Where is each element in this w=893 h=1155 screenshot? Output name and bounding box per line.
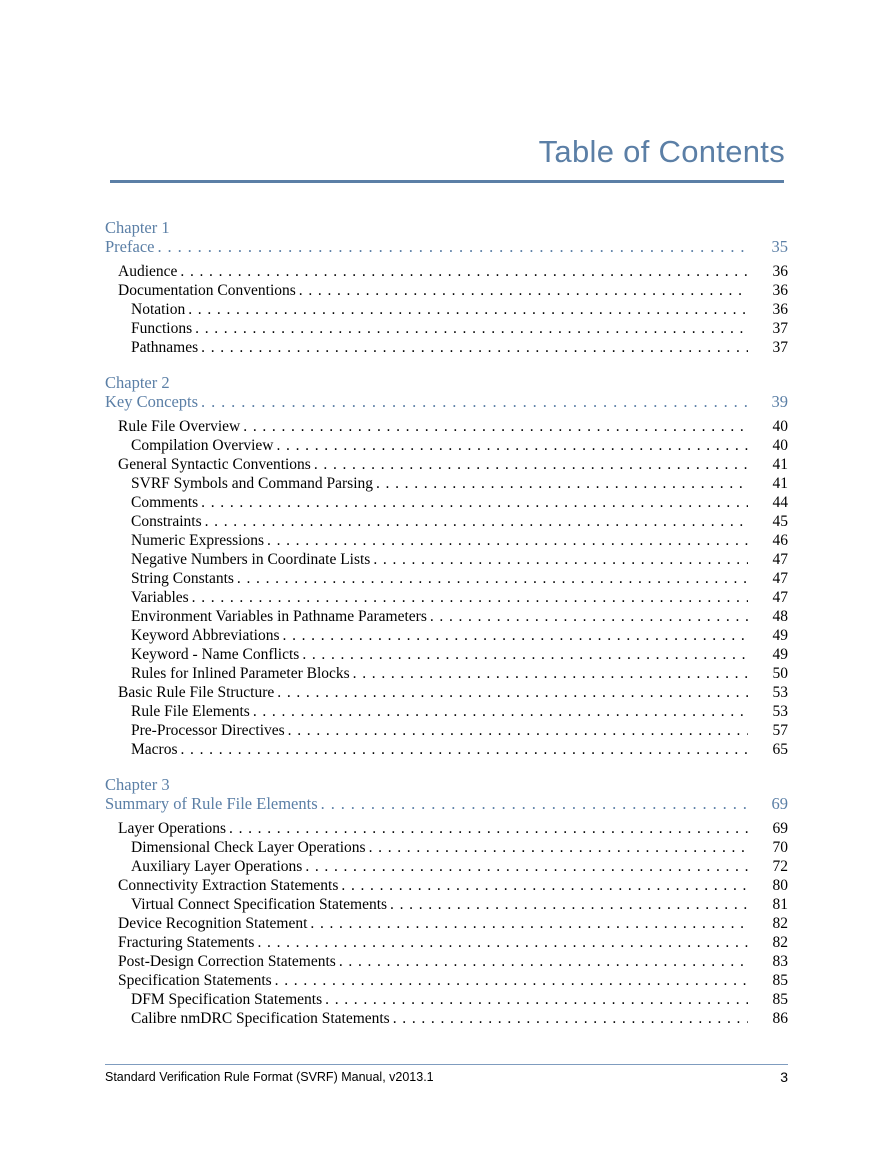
- dot-leader: [390, 895, 748, 914]
- toc-entry[interactable]: [105, 550, 788, 569]
- chapter-title: Key Concepts: [105, 392, 199, 411]
- toc-entry[interactable]: [105, 607, 788, 626]
- toc-entry[interactable]: [105, 455, 788, 474]
- dot-leader: [314, 455, 748, 474]
- toc-entry[interactable]: [105, 933, 788, 952]
- toc-entry-title: Layer Operations: [118, 820, 227, 837]
- dot-leader: [201, 338, 748, 357]
- title-divider: [110, 180, 784, 183]
- toc-entry-title: Comments: [131, 494, 199, 511]
- toc-entry-page-number: 37: [772, 320, 788, 337]
- table-of-contents: [105, 218, 788, 1044]
- toc-entry[interactable]: [105, 740, 788, 759]
- toc-entry-page-number: 49: [772, 627, 788, 644]
- dot-leader: [325, 990, 748, 1009]
- dot-leader: [205, 512, 748, 531]
- toc-entry-page-number: 40: [772, 437, 788, 454]
- toc-entry[interactable]: [105, 436, 788, 455]
- dot-leader: [277, 436, 749, 455]
- toc-entry[interactable]: [105, 895, 788, 914]
- toc-entry[interactable]: [105, 531, 788, 550]
- dot-leader: [157, 237, 748, 256]
- toc-entry-title: Keyword - Name Conflicts: [131, 646, 300, 663]
- toc-entry-page-number: 53: [772, 703, 788, 720]
- toc-entry-title: Numeric Expressions: [131, 532, 265, 549]
- toc-entry[interactable]: [105, 971, 788, 990]
- toc-entry-page-number: 47: [772, 551, 788, 568]
- dot-leader: [376, 474, 748, 493]
- dot-leader: [302, 645, 748, 664]
- toc-entry[interactable]: [105, 664, 788, 683]
- dot-leader: [192, 588, 748, 607]
- dot-leader: [275, 971, 748, 990]
- toc-entry[interactable]: [105, 702, 788, 721]
- toc-entry-title: Compilation Overview: [131, 437, 274, 454]
- toc-entry-title: Rules for Inlined Parameter Blocks: [131, 665, 350, 682]
- chapter-section: [105, 775, 788, 1028]
- toc-entry-title: Post-Design Correction Statements: [118, 953, 336, 970]
- chapter-title-entry[interactable]: [105, 237, 788, 256]
- toc-entry[interactable]: [105, 990, 788, 1009]
- toc-entry-page-number: 53: [772, 684, 788, 701]
- dot-leader: [243, 417, 748, 436]
- toc-entry-title: Fracturing Statements: [118, 934, 255, 951]
- chapter-page-number: 35: [771, 237, 788, 256]
- footer-page-number: 3: [780, 1069, 788, 1085]
- toc-entry[interactable]: [105, 262, 788, 281]
- toc-entry-page-number: 80: [772, 877, 788, 894]
- dot-leader: [321, 794, 748, 813]
- toc-entry-page-number: 57: [772, 722, 788, 739]
- toc-entry-title: Documentation Conventions: [118, 282, 296, 299]
- dot-leader: [373, 550, 748, 569]
- toc-entry[interactable]: [105, 319, 788, 338]
- toc-entry[interactable]: [105, 493, 788, 512]
- toc-entry-page-number: 36: [772, 301, 788, 318]
- chapter-title: Summary of Rule File Elements: [105, 794, 318, 813]
- toc-entry-title: Device Recognition Statement: [118, 915, 308, 932]
- toc-entry[interactable]: [105, 569, 788, 588]
- toc-entry-title: Environment Variables in Pathname Parameters: [131, 608, 427, 625]
- toc-entry-page-number: 82: [772, 915, 788, 932]
- chapter-title-entry[interactable]: [105, 794, 788, 813]
- toc-entry[interactable]: [105, 588, 788, 607]
- toc-entry-page-number: 69: [772, 820, 788, 837]
- toc-entry-title: Variables: [131, 589, 189, 606]
- dot-leader: [267, 531, 748, 550]
- toc-entry-title: Functions: [131, 320, 193, 337]
- toc-entry[interactable]: [105, 626, 788, 645]
- toc-entry-page-number: 46: [772, 532, 788, 549]
- dot-leader: [201, 493, 748, 512]
- dot-leader: [299, 281, 748, 300]
- footer-divider: [105, 1064, 788, 1065]
- toc-entry-page-number: 36: [772, 263, 788, 280]
- dot-leader: [180, 262, 748, 281]
- toc-entry-title: Basic Rule File Structure: [118, 684, 275, 701]
- dot-leader: [277, 683, 748, 702]
- toc-entry-title: Negative Numbers in Coordinate Lists: [131, 551, 371, 568]
- toc-entry[interactable]: [105, 417, 788, 436]
- toc-entry-title: Pre-Processor Directives: [131, 722, 285, 739]
- toc-entry-page-number: 48: [772, 608, 788, 625]
- toc-entry-page-number: 44: [772, 494, 788, 511]
- toc-entry-page-number: 41: [772, 456, 788, 473]
- toc-entry-page-number: 40: [772, 418, 788, 435]
- chapter-title-entry[interactable]: [105, 392, 788, 411]
- toc-entry-title: Rule File Overview: [118, 418, 241, 435]
- toc-entry-page-number: 37: [772, 339, 788, 356]
- toc-entry-title: Macros: [131, 741, 178, 758]
- toc-entry-page-number: 50: [772, 665, 788, 682]
- dot-leader: [430, 607, 748, 626]
- toc-entry-page-number: 86: [772, 1010, 788, 1027]
- toc-entry[interactable]: [105, 876, 788, 895]
- dot-leader: [310, 914, 748, 933]
- toc-entry[interactable]: [105, 857, 788, 876]
- dot-leader: [201, 392, 748, 411]
- toc-entry-title: Connectivity Extraction Statements: [118, 877, 339, 894]
- chapter-label: Chapter 2: [105, 373, 170, 392]
- dot-leader: [288, 721, 748, 740]
- toc-entry-title: DFM Specification Statements: [131, 991, 323, 1008]
- toc-entry-page-number: 47: [772, 589, 788, 606]
- dot-leader: [305, 857, 748, 876]
- dot-leader: [257, 933, 748, 952]
- dot-leader: [195, 319, 748, 338]
- toc-entry-title: Notation: [131, 301, 186, 318]
- toc-entry-title: SVRF Symbols and Command Parsing: [131, 475, 373, 492]
- toc-entry-page-number: 83: [772, 953, 788, 970]
- dot-leader: [341, 876, 748, 895]
- toc-entry[interactable]: [105, 281, 788, 300]
- toc-entry[interactable]: [105, 683, 788, 702]
- toc-entry-page-number: 82: [772, 934, 788, 951]
- toc-entry[interactable]: [105, 914, 788, 933]
- toc-entry[interactable]: [105, 819, 788, 838]
- chapter-page-number: 39: [771, 392, 788, 411]
- footer-text: Standard Verification Rule Format (SVRF) Manual, v2013.1: [105, 1070, 434, 1084]
- toc-entry-title: Pathnames: [131, 339, 199, 356]
- dot-leader: [393, 1009, 748, 1028]
- chapter-title: Preface: [105, 237, 155, 256]
- dot-leader: [339, 952, 748, 971]
- toc-entry-title: Audience: [118, 263, 178, 280]
- toc-entry-title: Constraints: [131, 513, 202, 530]
- toc-entry-page-number: 85: [772, 972, 788, 989]
- toc-entry-page-number: 49: [772, 646, 788, 663]
- page-title: Table of Contents: [538, 134, 785, 169]
- toc-entry-page-number: 45: [772, 513, 788, 530]
- toc-entry-title: Specification Statements: [118, 972, 272, 989]
- dot-leader: [283, 626, 748, 645]
- chapter-label: Chapter 1: [105, 218, 170, 237]
- toc-entry-page-number: 70: [772, 839, 788, 856]
- toc-entry-title: Virtual Connect Specification Statements: [131, 896, 388, 913]
- dot-leader: [181, 740, 749, 759]
- dot-leader: [253, 702, 748, 721]
- toc-entry-page-number: 85: [772, 991, 788, 1008]
- toc-entry-title: String Constants: [131, 570, 234, 587]
- toc-entry-page-number: 41: [772, 475, 788, 492]
- toc-entry-title: Rule File Elements: [131, 703, 250, 720]
- toc-entry-title: Keyword Abbreviations: [131, 627, 280, 644]
- toc-entry[interactable]: [105, 952, 788, 971]
- dot-leader: [369, 838, 748, 857]
- toc-entry[interactable]: [105, 338, 788, 357]
- toc-entry[interactable]: [105, 474, 788, 493]
- dot-leader: [353, 664, 748, 683]
- dot-leader: [237, 569, 748, 588]
- toc-entry-title: Dimensional Check Layer Operations: [131, 839, 366, 856]
- toc-entry[interactable]: [105, 838, 788, 857]
- toc-entry-page-number: 65: [772, 741, 788, 758]
- toc-entry[interactable]: [105, 300, 788, 319]
- toc-entry[interactable]: [105, 721, 788, 740]
- toc-entry[interactable]: [105, 645, 788, 664]
- dot-leader: [229, 819, 748, 838]
- toc-entry-title: Calibre nmDRC Specification Statements: [131, 1010, 390, 1027]
- chapter-page-number: 69: [771, 794, 788, 813]
- toc-entry[interactable]: [105, 512, 788, 531]
- chapter-section: [105, 373, 788, 759]
- dot-leader: [188, 300, 748, 319]
- toc-entry-page-number: 47: [772, 570, 788, 587]
- chapter-section: [105, 218, 788, 357]
- toc-entry-page-number: 72: [772, 858, 788, 875]
- toc-entry-page-number: 36: [772, 282, 788, 299]
- toc-entry-title: Auxiliary Layer Operations: [131, 858, 303, 875]
- toc-entry-title: General Syntactic Conventions: [118, 456, 311, 473]
- chapter-label: Chapter 3: [105, 775, 170, 794]
- toc-entry[interactable]: [105, 1009, 788, 1028]
- toc-entry-page-number: 81: [772, 896, 788, 913]
